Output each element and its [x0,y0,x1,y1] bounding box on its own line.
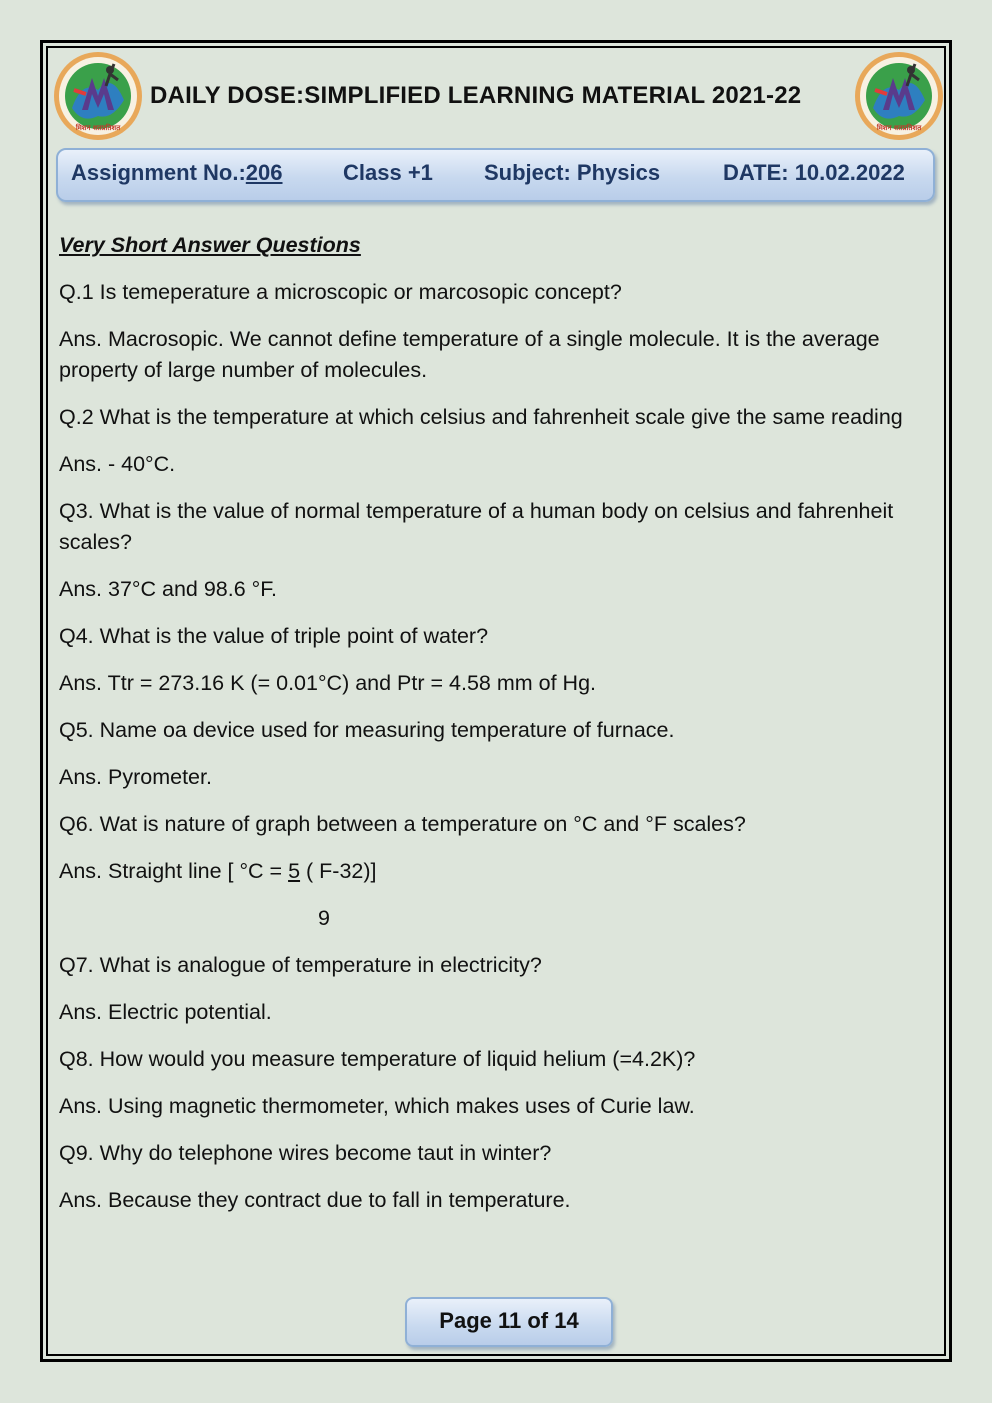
fraction-numerator: 5 [288,859,301,883]
questions-content [59,230,919,1232]
mission-logo-right [853,50,945,142]
question-4: Q4. What is the value of triple point of water? [59,624,489,648]
answer-8: Ans. Using magnetic thermometer, which makes uses of Curie law. [59,1094,695,1118]
subject-label: Subject: Physics [484,160,661,185]
question-6: Q6. Wat is nature of graph between a temperature on °C and °F scales? [59,812,746,836]
page-number-badge: Page 11 of 14 [405,1297,613,1347]
answer-9: Ans. Because they contract due to fall in temperature. [59,1188,571,1212]
question-9: Q9. Why do telephone wires become taut in winter? [59,1141,552,1165]
assignment-number: Assignment No.:206 [71,160,283,185]
question-2: Q.2 What is the temperature at which celsius and fahrenheit scale give the same reading [59,405,903,429]
date-label: DATE: 10.02.2022 [723,160,905,185]
assignment-info-bar [56,148,935,202]
svg-text:मिशन शतप्रतिशत: मिशन शतप्रतिशत [876,124,922,132]
question-8: Q8. How would you measure temperature of liquid helium (=4.2K)? [59,1047,696,1071]
mission-logo-left [52,50,144,142]
answer-1: Ans. Macrosopic. We cannot define temperature of a single molecule. It is the average property of large number of molecules. [59,327,880,382]
class-label: Class +1 [343,160,433,185]
fraction-denominator: 9 [318,906,330,930]
answer-2: Ans. - 40°C. [59,452,176,476]
question-1: Q.1 Is temeperature a microscopic or marcosopic concept? [59,280,622,304]
section-heading: Very Short Answer Questions [59,233,361,257]
question-5: Q5. Name oa device used for measuring temperature of furnace. [59,718,675,742]
document-title: DAILY DOSE:SIMPLIFIED LEARNING MATERIAL 2021-22 [150,82,802,109]
answer-5: Ans. Pyrometer. [59,765,212,789]
answer-4: Ans. Ttr = 273.16 K (= 0.01°C) and Ptr = 4.58 mm of Hg. [59,671,597,695]
svg-text:मिशन शतप्रतिशत: मिशन शतप्रतिशत [75,124,121,132]
answer-3: Ans. 37°C and 98.6 °F. [59,577,277,601]
answer-6: Ans. Straight line [ °C = 5 ( F-32)] [59,859,377,883]
question-7: Q7. What is analogue of temperature in electricity? [59,953,542,977]
answer-7: Ans. Electric potential. [59,1000,272,1024]
question-3: Q3. What is the value of normal temperature of a human body on celsius and fahrenheit scales? [59,499,894,554]
